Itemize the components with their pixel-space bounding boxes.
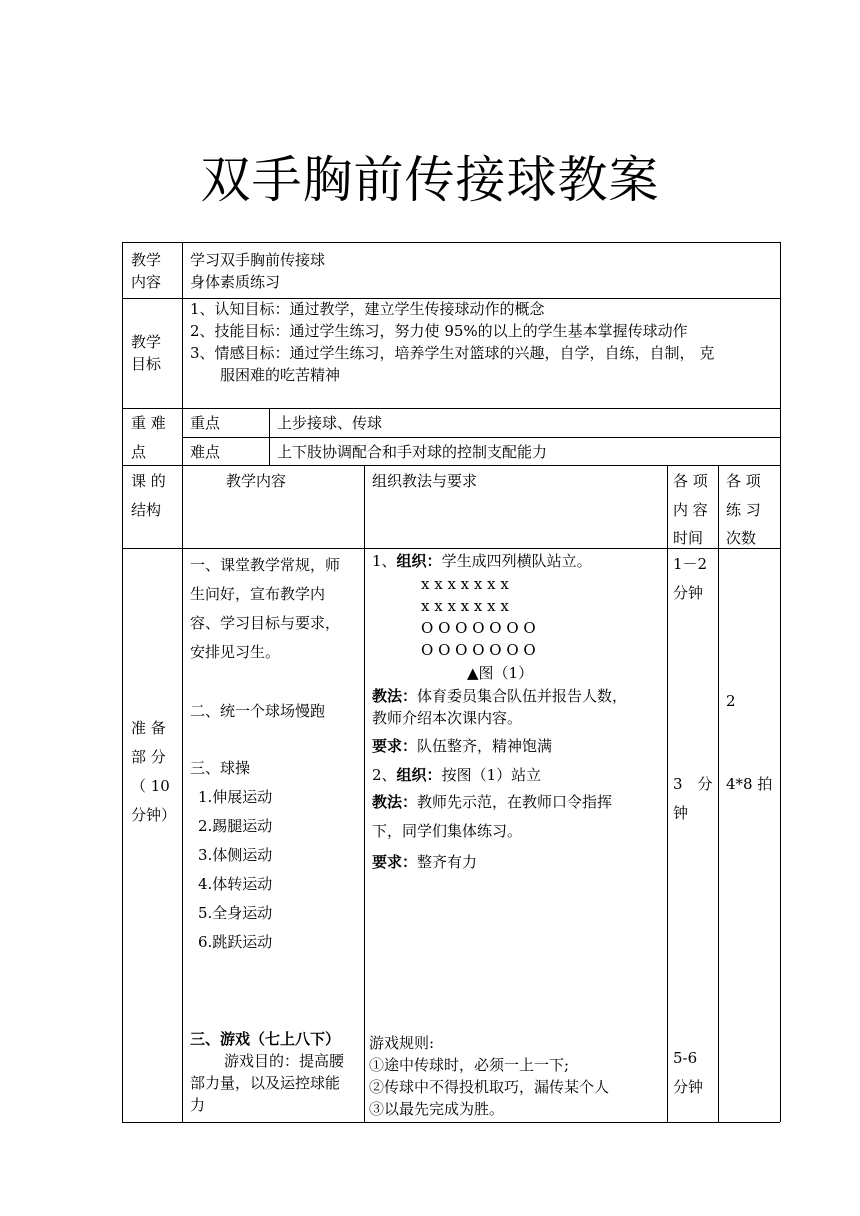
list-item: 1.伸展运动	[198, 788, 273, 806]
time-game: 5-6 分钟	[673, 1049, 704, 1096]
table-line	[122, 242, 123, 1122]
count-exercise: 4*8 拍	[726, 775, 773, 793]
key-points-label: 重 难 点	[131, 414, 166, 461]
list-item: 6.跳跃运动	[198, 933, 273, 951]
table-line	[122, 242, 780, 243]
table-line	[182, 437, 780, 438]
requirement-1: 要求：队伍整齐，精神饱满	[372, 737, 553, 755]
game-title: 三、游戏（七上八下）	[190, 1030, 341, 1048]
table-line	[122, 1122, 780, 1123]
table-line	[780, 242, 781, 1122]
table-line	[718, 465, 719, 1122]
table-line	[667, 465, 668, 1122]
focus-value: 上步接球、传球	[277, 414, 383, 432]
teaching-content-label: 教学 内容	[131, 251, 162, 291]
table-line	[182, 242, 183, 1122]
figure-caption: ▲图（1）	[467, 664, 534, 682]
difficulty-value: 上下肢协调配合和手对球的控制支配能力	[277, 443, 548, 461]
organization-2: 2、组织：按图（1）站立	[372, 766, 542, 784]
teaching-content-value: 学习双手胸前传接球 身体素质练习	[190, 251, 326, 291]
time-header: 各 项 内 容 时间	[673, 472, 708, 547]
list-item: 5.全身运动	[198, 904, 273, 922]
focus-label: 重点	[190, 414, 221, 432]
table-line	[269, 408, 270, 465]
organization-1: 1、组织：学生成四列横队站立。	[372, 552, 592, 570]
teaching-goals-value: 1、认知目标：通过教学，建立学生传接球动作的概念 2、技能目标：通过学生练习，努力使 95%的以上的学生基本掌握传球动作 3、情感目标：通过学生练习，培养学生对篮球的兴趣，自学，自练，自制， 克 服困难的吃苦精神	[190, 300, 715, 384]
formation-diagram: x x x x x x x x x x x x x x O O O O O O O O O O O O O O	[421, 575, 536, 659]
game-rules: 游戏规则: ①途中传球时，必须一上一下; ②传球中不得投机取巧，漏传某个人 ③以最先完成为胜。	[369, 1034, 610, 1118]
prep-section-label: 准 备 部 分 （ 10 分钟）	[131, 719, 177, 824]
document-title: 双手胸前传接球教案	[200, 151, 660, 209]
method-1: 教法：体育委员集合队伍并报告人数， 教师介绍本次课内容。	[372, 687, 628, 727]
method-2: 教法：教师先示范，在教师口令指挥 下，同学们集体练习。	[372, 793, 613, 840]
time-exercise: 3 分 钟	[673, 775, 713, 822]
requirement-2: 要求：整齐有力	[372, 853, 478, 871]
list-item: 4.体转运动	[198, 875, 273, 893]
list-item: ③以最先完成为胜。	[369, 1100, 505, 1118]
warmup-run: 二、统一个球场慢跑	[190, 702, 326, 720]
table-line	[122, 408, 780, 409]
count-header: 各 项 练 习 次数	[726, 472, 761, 547]
method-header: 组织教法与要求	[372, 472, 478, 490]
structure-header: 课 的 结构	[131, 472, 166, 519]
teaching-goals-label: 教学 目标	[131, 333, 162, 373]
table-line	[122, 465, 780, 466]
list-item: 3.体侧运动	[198, 846, 273, 864]
difficulty-label: 难点	[190, 443, 221, 461]
class-routine: 一、课堂教学常规，师 生问好，宣布教学内 容、学习目标与要求， 安排见习生。	[190, 556, 341, 661]
table-line	[364, 465, 365, 1122]
list-item: 2.踢腿运动	[198, 817, 273, 835]
content-header: 教学内容	[226, 472, 287, 490]
ball-exercise-list	[198, 783, 272, 957]
list-item: ②传球中不得投机取巧，漏传某个人	[369, 1078, 610, 1096]
time-routine: 1－2 分钟	[673, 555, 708, 602]
list-item: ①途中传球时，必须一上一下;	[369, 1056, 570, 1074]
ball-exercise-title: 三、球操	[190, 759, 251, 777]
count-routine: 2	[726, 692, 736, 710]
game-goal: 游戏目的：提高腰 部力量，以及运控球能 力	[190, 1052, 345, 1114]
